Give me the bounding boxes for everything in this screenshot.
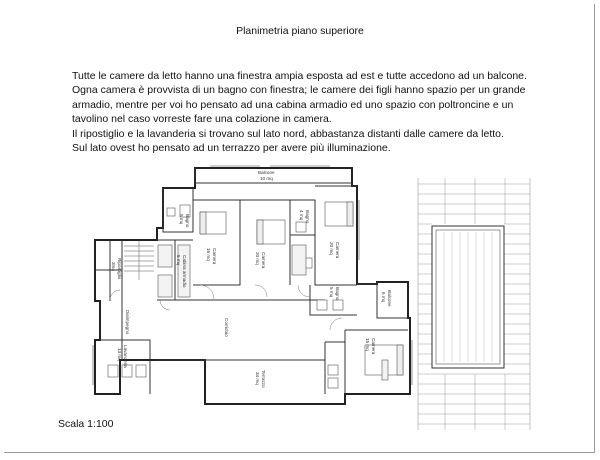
paragraph-bedrooms: Tutte le camere da letto hanno una finestra ampia esposta ad est e tutte accedono ad un balcone. (72, 70, 527, 82)
room-area-bagno-3: 5 mq (329, 287, 334, 298)
staircase (124, 240, 154, 280)
room-label-cabina: Cabina armadio (182, 255, 187, 288)
room-area-ripostiglio: 3mq (111, 262, 116, 271)
room-label-bagno-1: Bagno (185, 214, 190, 228)
room-label-camera-3: Camera (335, 242, 340, 259)
page-title: Planimetria piano superiore (236, 25, 364, 37)
room-area-balcone-top: 10 mq (260, 176, 273, 181)
paragraph-bathrooms: Ogna camera è provvista di un bagno con finestra; le camere dei figli hanno spazio per un grande armadio, mentre per voi ho pensato ad una cabina armadio ed uno spazio con poltroncine e un tavolino nel caso vorreste fare una colazione in camera. (72, 84, 526, 126)
room-area-balcone-right: 6 mq (381, 292, 386, 303)
scale-label: Scala 1:100 (58, 418, 114, 430)
paragraph-storage: Il ripostiglio e la lavanderia si trovano sul lato nord, abbastanza distanti dalle camere da letto. (72, 127, 504, 140)
windows (93, 166, 412, 385)
room-area-camera-4: 15 mq (365, 338, 370, 351)
room-area-camera-3: 20 mq (329, 242, 334, 255)
room-area-bagno-2: 4 mq (299, 210, 304, 221)
room-label-disimpegno: Disimpegno (125, 310, 130, 335)
room-area-bagno-1: 5 mq (179, 214, 184, 225)
room-area-lavanderia: 13 mq (117, 348, 122, 361)
room-label-camera-4: Camera (371, 338, 376, 355)
room-label-bagno-2: Bagno (305, 210, 310, 224)
room-label-camera-1: Camera (212, 248, 217, 265)
room-area-terrazzo: 34 mq (255, 372, 260, 385)
room-area-camera-2: 20 mq (255, 252, 260, 265)
room-label-camera-2: Camera (261, 252, 266, 269)
room-label-balcone-right: Balcone (387, 290, 392, 307)
room-area-cabina: 5 mq (176, 255, 181, 266)
room-label-terrazzo: Terrazzo (261, 370, 266, 388)
room-label-corridoio: Corridoio (224, 318, 229, 337)
room-area-camera-1: 16 mq (206, 248, 211, 261)
room-label-balcone-top: Balcone (258, 170, 275, 175)
swimming-pool (432, 226, 504, 368)
room-label-lavanderia: Lavanderia (123, 345, 128, 368)
room-label-ripostiglio: Ripostiglio (117, 258, 122, 280)
room-label-bagno-3: Bagno (335, 287, 340, 301)
paragraph-terrace: Sul lato ovest ho pensato ad un terrazzo per avere più illuminazione. (72, 142, 391, 155)
